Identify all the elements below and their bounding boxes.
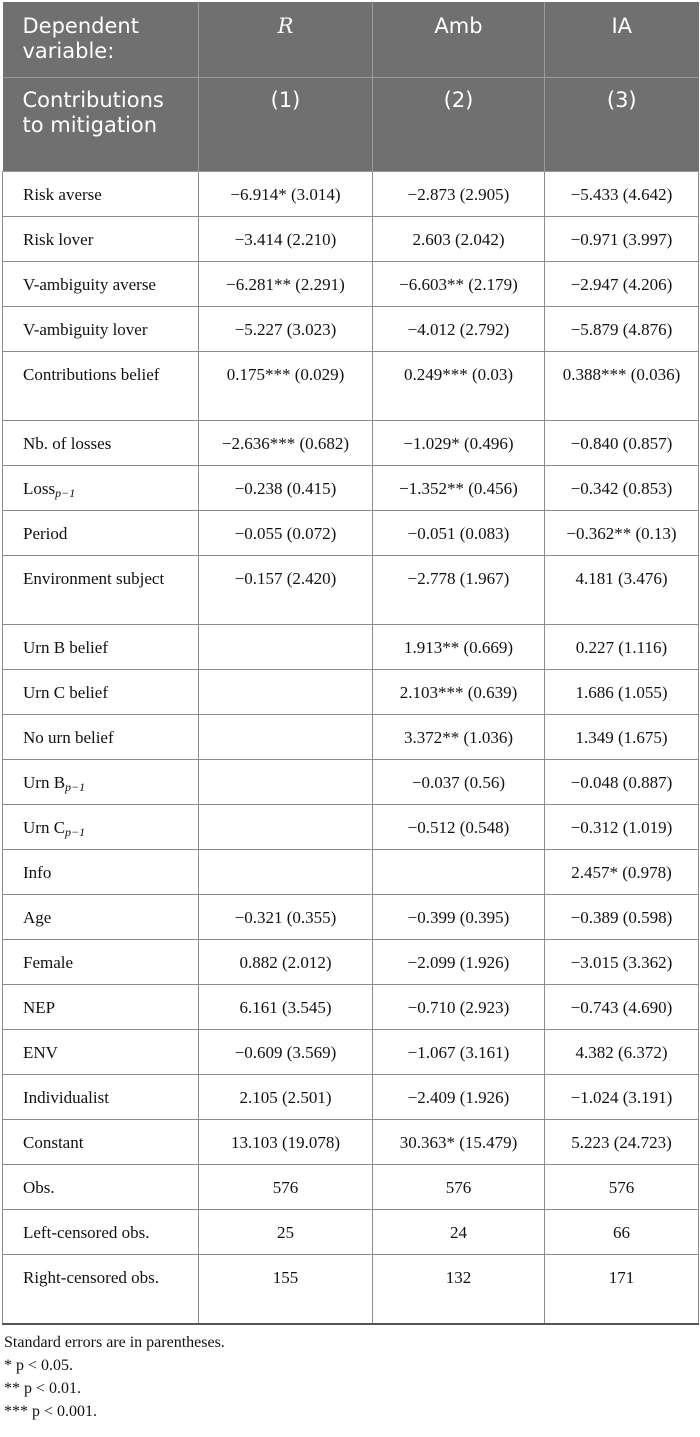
cell-model-1 <box>199 760 373 805</box>
cell-model-3: 1.686 (1.055) <box>545 670 699 715</box>
cell-model-3: 0.388*** (0.036) <box>545 352 699 421</box>
cell-model-2: −1.352** (0.456) <box>373 466 545 511</box>
cell-model-3: 1.349 (1.675) <box>545 715 699 760</box>
note-standard-errors: Standard errors are in parentheses. <box>4 1333 225 1351</box>
cell-model-1: 13.103 (19.078) <box>199 1120 373 1165</box>
cell-model-2: 30.363* (15.479) <box>373 1120 545 1165</box>
cell-model-2: 3.372** (1.036) <box>373 715 545 760</box>
cell-model-3: 4.382 (6.372) <box>545 1030 699 1075</box>
row-label <box>3 670 199 715</box>
row-label-text: Right-censored obs. <box>23 1268 159 1287</box>
cell-model-3: −5.433 (4.642) <box>545 172 699 217</box>
header-col-2: (2) <box>373 78 545 172</box>
row-label <box>3 511 199 556</box>
row-label <box>3 1210 199 1255</box>
header-col-1: (1) <box>199 78 373 172</box>
header-dependent-variable: Dependent variable: <box>3 2 199 78</box>
cell-model-1 <box>199 715 373 760</box>
row-label-text: Constant <box>23 1133 84 1152</box>
row-label <box>3 940 199 985</box>
row-label <box>3 985 199 1030</box>
cell-model-3: −0.312 (1.019) <box>545 805 699 850</box>
table-row <box>3 217 699 262</box>
row-label-text: No urn belief <box>23 728 114 747</box>
cell-model-3: −0.389 (0.598) <box>545 895 699 940</box>
regression-table <box>2 2 699 1325</box>
header-row-numbers <box>3 78 699 172</box>
cell-model-1: 0.882 (2.012) <box>199 940 373 985</box>
row-label <box>3 466 199 511</box>
cell-model-3: −0.342 (0.853) <box>545 466 699 511</box>
cell-model-3: 4.181 (3.476) <box>545 556 699 625</box>
cell-model-1: −0.609 (3.569) <box>199 1030 373 1075</box>
table-row <box>3 1075 699 1120</box>
regression-table-container <box>2 2 698 1423</box>
row-label-text: Age <box>23 908 52 927</box>
note-p01: ** p < 0.01. <box>4 1379 82 1397</box>
table-row <box>3 1030 699 1075</box>
table-row <box>3 670 699 715</box>
row-label <box>3 421 199 466</box>
row-label-text: V-ambiguity lover <box>23 320 148 339</box>
table-row <box>3 760 699 805</box>
row-label-text: V-ambiguity averse <box>23 275 156 294</box>
table-row <box>3 352 699 421</box>
row-label <box>3 1075 199 1120</box>
cell-model-1: 6.161 (3.545) <box>199 985 373 1030</box>
cell-model-3: −1.024 (3.191) <box>545 1075 699 1120</box>
cell-model-2: −0.051 (0.083) <box>373 511 545 556</box>
cell-model-2: −0.512 (0.548) <box>373 805 545 850</box>
header-model-r: R <box>199 2 373 78</box>
note-p001: *** p < 0.001. <box>4 1402 98 1420</box>
cell-model-1 <box>199 850 373 895</box>
cell-model-2: −2.099 (1.926) <box>373 940 545 985</box>
cell-model-2: −0.399 (0.395) <box>373 895 545 940</box>
row-label <box>3 352 199 421</box>
table-row <box>3 625 699 670</box>
cell-model-3: 171 <box>545 1255 699 1324</box>
row-label <box>3 556 199 625</box>
row-label-text: Contributions belief <box>23 365 160 384</box>
cell-model-1: −6.914* (3.014) <box>199 172 373 217</box>
header-model-ia: IA <box>545 2 699 78</box>
table-row <box>3 805 699 850</box>
row-label <box>3 262 199 307</box>
cell-model-1: −0.157 (2.420) <box>199 556 373 625</box>
table-row <box>3 1210 699 1255</box>
row-label-text: Urn C <box>23 818 66 837</box>
table-row <box>3 715 699 760</box>
cell-model-1: −5.227 (3.023) <box>199 307 373 352</box>
row-label <box>3 805 199 850</box>
row-label <box>3 217 199 262</box>
cell-model-1: −0.321 (0.355) <box>199 895 373 940</box>
table-row <box>3 556 699 625</box>
cell-model-3: −0.743 (4.690) <box>545 985 699 1030</box>
cell-model-2: −6.603** (2.179) <box>373 262 545 307</box>
cell-model-1: 0.175*** (0.029) <box>199 352 373 421</box>
cell-model-2: 132 <box>373 1255 545 1324</box>
table-row <box>3 511 699 556</box>
row-label-text: Female <box>23 953 74 972</box>
cell-model-2: −4.012 (2.792) <box>373 307 545 352</box>
table-row <box>3 1120 699 1165</box>
table-row <box>3 262 699 307</box>
row-label <box>3 1030 199 1075</box>
cell-model-1: 2.105 (2.501) <box>199 1075 373 1120</box>
cell-model-3: 5.223 (24.723) <box>545 1120 699 1165</box>
table-header <box>3 2 699 172</box>
cell-model-2: 576 <box>373 1165 545 1210</box>
cell-model-1 <box>199 625 373 670</box>
cell-model-3: −0.362** (0.13) <box>545 511 699 556</box>
row-label <box>3 760 199 805</box>
row-label-text: Nb. of losses <box>23 434 112 453</box>
cell-model-1: −6.281** (2.291) <box>199 262 373 307</box>
header-col-3: (3) <box>545 78 699 172</box>
row-label <box>3 1255 199 1324</box>
header-model-amb: Amb <box>373 2 545 78</box>
cell-model-1: 155 <box>199 1255 373 1324</box>
row-label-subscript: p−1 <box>55 486 76 500</box>
row-label <box>3 1120 199 1165</box>
cell-model-2: −2.873 (2.905) <box>373 172 545 217</box>
cell-model-3: 0.227 (1.116) <box>545 625 699 670</box>
row-label <box>3 850 199 895</box>
table-row <box>3 421 699 466</box>
cell-model-1 <box>199 805 373 850</box>
cell-model-1: −0.055 (0.072) <box>199 511 373 556</box>
row-label-text: Info <box>23 863 52 882</box>
cell-model-1: −0.238 (0.415) <box>199 466 373 511</box>
cell-model-3: −0.971 (3.997) <box>545 217 699 262</box>
cell-model-1: −2.636*** (0.682) <box>199 421 373 466</box>
table-row <box>3 466 699 511</box>
row-label-text: Urn C belief <box>23 683 108 702</box>
row-label-text: Risk averse <box>23 185 102 204</box>
row-label <box>3 715 199 760</box>
cell-model-3: 66 <box>545 1210 699 1255</box>
cell-model-1 <box>199 670 373 715</box>
table-body <box>3 172 699 1324</box>
cell-model-2: −2.409 (1.926) <box>373 1075 545 1120</box>
table-row <box>3 985 699 1030</box>
header-row-models <box>3 2 699 78</box>
cell-model-2: −2.778 (1.967) <box>373 556 545 625</box>
cell-model-3: −0.048 (0.887) <box>545 760 699 805</box>
row-label-text: NEP <box>23 998 56 1017</box>
cell-model-2: −1.029* (0.496) <box>373 421 545 466</box>
cell-model-1: 576 <box>199 1165 373 1210</box>
cell-model-3: 2.457* (0.978) <box>545 850 699 895</box>
row-label-text: Environment subject <box>23 569 165 588</box>
row-label <box>3 307 199 352</box>
row-label-text: Urn B belief <box>23 638 108 657</box>
cell-model-3: −5.879 (4.876) <box>545 307 699 352</box>
row-label-text: Individualist <box>23 1088 109 1107</box>
row-label-subscript: p−1 <box>65 780 86 794</box>
row-label <box>3 172 199 217</box>
cell-model-1: −3.414 (2.210) <box>199 217 373 262</box>
cell-model-2: −0.710 (2.923) <box>373 985 545 1030</box>
row-label-subscript: p−1 <box>65 825 86 839</box>
table-row <box>3 1255 699 1324</box>
table-row <box>3 850 699 895</box>
row-label-text: Urn B <box>23 773 66 792</box>
table-notes <box>2 1331 698 1423</box>
table-row <box>3 1165 699 1210</box>
row-label-text: ENV <box>23 1043 58 1062</box>
note-p05: * p < 0.05. <box>4 1356 74 1374</box>
table-row <box>3 307 699 352</box>
row-label <box>3 895 199 940</box>
cell-model-2: −1.067 (3.161) <box>373 1030 545 1075</box>
table-row <box>3 940 699 985</box>
cell-model-2: −0.037 (0.56) <box>373 760 545 805</box>
row-label-text: Left-censored obs. <box>23 1223 150 1242</box>
cell-model-3: −2.947 (4.206) <box>545 262 699 307</box>
row-label-text: Period <box>23 524 68 543</box>
cell-model-2: 2.603 (2.042) <box>373 217 545 262</box>
cell-model-2: 24 <box>373 1210 545 1255</box>
cell-model-2: 0.249*** (0.03) <box>373 352 545 421</box>
cell-model-2: 2.103*** (0.639) <box>373 670 545 715</box>
row-label <box>3 625 199 670</box>
row-label-text: Obs. <box>23 1178 55 1197</box>
cell-model-3: −3.015 (3.362) <box>545 940 699 985</box>
cell-model-3: 576 <box>545 1165 699 1210</box>
row-label <box>3 1165 199 1210</box>
table-row <box>3 172 699 217</box>
cell-model-3: −0.840 (0.857) <box>545 421 699 466</box>
header-dependent-name: Contributions to mitigation <box>3 78 199 172</box>
cell-model-1: 25 <box>199 1210 373 1255</box>
cell-model-2 <box>373 850 545 895</box>
cell-model-2: 1.913** (0.669) <box>373 625 545 670</box>
row-label-text: Risk lover <box>23 230 94 249</box>
row-label-text: Loss <box>23 479 56 498</box>
table-row <box>3 895 699 940</box>
